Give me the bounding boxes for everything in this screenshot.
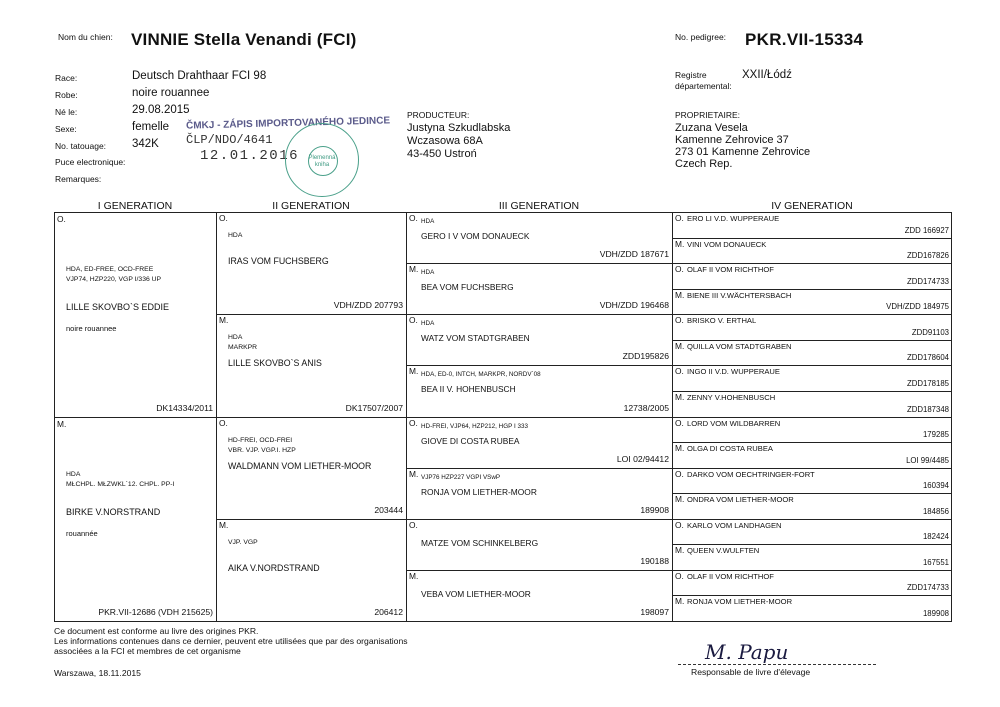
chip-label: Puce electronique: [55,157,126,167]
owner-line: Czech Rep. [675,158,733,170]
sex-marker: M. [57,418,67,429]
registration-number: 182424 [922,532,949,542]
sex-marker: O. [57,214,66,224]
dog-name: OLGA DI COSTA RUBEA [687,444,773,454]
titles-line: HDA [421,218,435,225]
sex-marker: M. [675,340,685,351]
sex-marker: O. [219,417,228,428]
registration-number: 167551 [922,557,949,567]
dog-name: BEA II V. HOHENBUSCH [421,384,516,395]
producer-line: 43-450 Ustroń [407,148,477,160]
race-label: Race: [55,73,78,83]
registration-number: ZDD174733 [906,583,949,593]
pedigree-label: No. pedigree: [675,32,727,42]
registration-number: 189908 [922,609,949,618]
registration-number: VDH/ZDD 207793 [333,300,403,311]
dog-name: RONJA VOM LIETHER-MOOR [421,486,537,497]
tattoo-value: 342K [132,138,159,150]
producer-line: Wczasowa 68A [407,135,483,147]
signature-line [678,664,876,665]
titles-line: HD-FREI, VJP64, HZP212, HGP I 333 [421,422,528,430]
registry-label-2: départemental: [675,81,732,91]
titles-line: HDA, ED-FREE, OCD-FREE [66,266,154,273]
signature: M. Papu [705,640,789,664]
owner-line: Kamenne Zehrovice 37 [675,134,789,146]
round-stamp-text: Plemenná kniha [308,155,336,168]
registration-number: VDH/ZDD 196468 [599,300,669,311]
sex-marker: M. [409,366,419,377]
dog-name: INGO II V.D. WUPPERAUE [687,367,780,377]
sex-marker: O. [675,315,684,326]
dog-name: OLAF II VOM RICHTHOF [687,571,774,581]
registration-number: ZDD178604 [906,353,949,363]
registration-number: ZDD178185 [906,378,949,388]
sex-marker: M. [675,391,685,402]
registration-number: DK17507/2007 [345,402,403,413]
dog-name: VINI VOM DONAUECK [687,239,767,249]
gen1-header: I GENERATION [97,200,173,212]
clp-date: 12.01.2016 [200,148,300,164]
gen4-header: IV GENERATION [771,200,853,212]
dog-name: VEBA VOM LIETHER-MOOR [421,588,531,599]
registration-number: VDH/ZDD 184975 [886,302,949,312]
dog-name: ERO LI V.D. WUPPERAUE [687,214,780,223]
sex-marker: O. [675,366,684,377]
gen3-header: III GENERATION [498,200,580,212]
registration-number: 189908 [640,504,669,515]
name-label: Nom du chien: [58,32,113,42]
titles-line: HD-FREI, OCD-FREI [228,436,293,444]
registration-number: LOI 02/94412 [616,453,669,464]
titles-line: MARKPR [228,344,258,352]
sex-marker: M. [675,494,685,505]
sex-marker: M. [409,570,419,581]
producer-address [407,122,510,161]
sex-value: femelle [132,121,170,133]
registration-number: ZDD 166927 [904,225,949,235]
sex-marker: M. [409,468,419,479]
sex-marker: M. [219,315,229,326]
coat-color: noire rouannee [66,324,117,333]
owner-address [675,122,810,170]
dog-name: RONJA VOM LIETHER-MOOR [687,597,793,607]
dog-name: IRAS VOM FUCHSBERG [228,256,329,266]
dog-name: KARLO VOM LANDHAGEN [687,520,782,530]
sex-marker: O. [675,264,684,275]
dog-name: BIENE III V.WÄCHTERSBACH [687,290,792,300]
sex-marker: M. [675,596,685,607]
titles-line: HDA [421,269,435,277]
sex-label: Sexe: [55,124,77,134]
place-date: Warszawa, 18.11.2015 [54,668,141,678]
sex-marker: O. [675,570,684,581]
sex-marker: O. [409,417,418,428]
registration-number: 198097 [640,607,669,617]
registration-number: 160394 [922,481,949,491]
dog-name: GERO I V VOM DONAUECK [421,231,530,241]
dog-name: VINNIE Stella Venandi (FCI) [131,30,357,49]
footer-line: Les informations contenues dans ce dernier, peuvent etre utilisées que par des organisations [54,636,408,646]
titles-line: VJP. VGP [228,538,258,546]
dog-name: MATZE VOM SCHINKELBERG [421,537,539,548]
dog-name: QUEEN V.WULFTEN [687,546,760,556]
registration-number: PKR.VII-12686 (VDH 215625) [98,607,213,617]
owner-line: Zuzana Vesela [675,122,748,134]
born-value: 29.08.2015 [132,104,190,116]
dog-name: LORD VOM WILDBARREN [687,418,781,428]
registration-number: ZDD167826 [906,251,949,261]
dog-name: AIKA V.NORDSTRAND [228,562,320,573]
robe-value: noire rouannee [132,87,210,99]
dog-name: WATZ VOM STADTGRABEN [421,333,530,344]
sex-marker: M. [409,264,419,275]
dog-name: ZENNY V.HOHENBUSCH [687,392,776,402]
remarks-label: Remarques: [55,174,102,184]
registration-number: ZDD187348 [906,404,949,414]
registration-number: LOI 99/4485 [906,455,949,465]
titles-line: HDA, ED-0, INTCH, MARKPR, NORDV`08 [421,371,541,379]
sex-marker: O. [219,213,228,223]
titles-line: HDA [421,320,435,328]
titles-line: VBR. VJP. VGP.I. HZP [228,446,296,454]
dog-name: GIOVE DI COSTA RUBEA [421,435,520,446]
registration-number: VDH/ZDD 187671 [599,249,669,260]
pedigree-number: PKR.VII-15334 [745,30,864,49]
owner-label: PROPRIETAIRE: [675,110,741,120]
registry-label-1: Registre [675,70,707,80]
sex-marker: O. [409,315,418,326]
footer-line: Ce document est conforme au livre des origines PKR. [54,626,259,636]
titles-line: HDA [66,470,81,478]
sex-marker: M. [675,238,685,249]
sex-marker: O. [675,213,684,223]
dog-name: QUILLA VOM STADTGRABEN [687,341,792,351]
registration-number: ZDD91103 [911,327,949,337]
gen1-box [54,417,217,623]
dog-name: LILLE SKOVBO`S EDDIE [66,302,170,312]
footer-notice [54,626,408,656]
titles-line: VJP76 HZP227 VGPI VSwP [421,473,501,481]
import-stamp: ČMKJ - ZÁPIS IMPORTOVANÉHO JEDINCE [185,115,391,132]
registration-number: 206412 [374,607,403,617]
sex-marker: M. [675,545,685,556]
sex-marker: O. [675,519,684,530]
titles-line: VJP74, HZP220, VGP I/336 UP [66,276,162,283]
sex-marker: M. [675,443,685,454]
dog-name: BRISKO V. ERTHAL [687,316,757,326]
dog-name: DARKO VOM OECHTRINGER-FORT [687,469,815,479]
dog-name: BIRKE V.NORSTRAND [66,506,161,517]
robe-label: Robe: [55,90,78,100]
sex-marker: M. [219,519,229,530]
registration-number: ZDD195826 [622,351,669,362]
tattoo-label: No. tatouage: [55,141,107,151]
titles-line: HDA [228,334,243,342]
gen2-header: II GENERATION [272,200,350,212]
registration-number: 179285 [922,430,949,440]
dog-name: WALDMANN VOM LIETHER-MOOR [228,460,372,471]
sex-marker: M. [675,289,685,300]
sex-marker: O. [675,417,684,428]
dog-name: LILLE SKOVBO`S ANIS [228,358,322,369]
sex-marker: O. [409,519,418,530]
sex-marker: O. [675,468,684,479]
registry-value: XXII/Łódź [742,69,792,81]
born-label: Né le: [55,107,78,117]
dog-name: OLAF II VOM RICHTHOF [687,265,774,275]
round-stamp [285,123,359,197]
footer-line: associées a la FCI et membres de cet organisme [54,646,241,656]
race-value: Deutsch Drahthaar FCI 98 [132,70,267,82]
registration-number: DK14334/2011 [156,402,213,413]
producer-label: PRODUCTEUR: [407,110,470,120]
coat-color: rouannée [66,528,98,538]
registration-number: ZDD174733 [906,276,949,286]
titles-line: MŁCHPL. MŁZWKL`12. CHPL. PP-I [66,480,175,488]
responsible-label: Responsable de livre d'élevage [691,667,811,677]
producer-line: Justyna Szkudlabska [407,122,511,134]
registration-number: 12738/2005 [623,402,669,413]
clp-stamp: ČLP/NDO/4641 [186,133,273,147]
registration-number: 184856 [922,506,949,516]
sex-marker: O. [409,213,418,223]
registration-number: 203444 [374,504,403,515]
gen1-box [54,212,217,418]
dog-name: BEA VOM FUCHSBERG [421,282,514,293]
dog-name: ONDRA VOM LIETHER-MOOR [687,495,794,505]
owner-line: 273 01 Kamenne Zehrovice [675,146,811,158]
titles-line: HDA [228,232,243,239]
registration-number: 190188 [640,555,669,566]
